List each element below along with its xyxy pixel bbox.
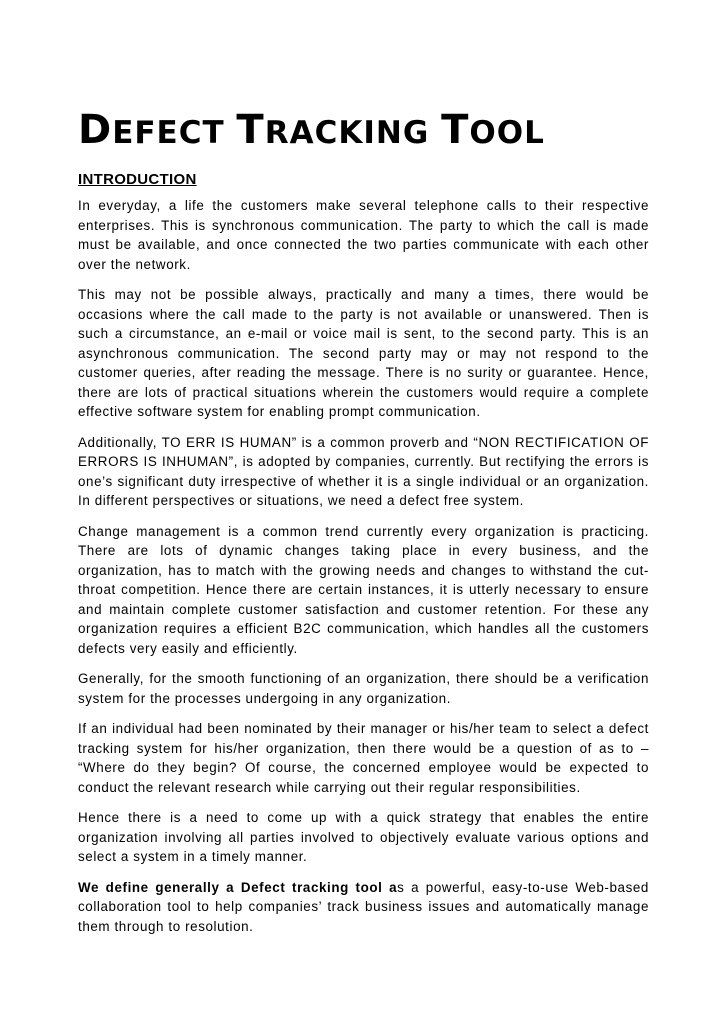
title-initial-1: D xyxy=(78,107,113,153)
paragraph-3: Additionally, TO ERR IS HUMAN” is a common proverb and “NON RECTIFICATION OF ERRORS IS INHUMAN”, is adopted by companies, currently. But rectifying the errors is one’s significant duty irrespective of whether it is a single individual or an organization. In different perspectives or situations, we need a defect free system. xyxy=(78,434,649,508)
paragraph-4: Change management is a common trend currently every organization is practicing. There are lots of dynamic changes taking place in every business, and the organization, has to match with the growing needs and changes to withstand the cut-throat competition. Hence there are certain instances, it is utterly necessary to ensure and maintain complete customer satisfaction and customer retention. For these any organization requires a efficient B2C communication, which handles all the customers defects very easily and efficiently. xyxy=(78,523,649,656)
paragraph-8 xyxy=(78,878,649,937)
document-title xyxy=(78,108,649,155)
title-rest-2: RACKING xyxy=(264,115,442,151)
paragraph-5: Generally, for the smooth functioning of an organization, there should be a verification system for the processes undergoing in any organization. xyxy=(78,671,649,706)
paragraph-6: If an individual had been nominated by their manager or his/her team to select a defect tracking system for his/her organization, then there would be a question of as to – “Where do they begin? Of course, the concerned employee would be expected to conduct the relevant research while carrying out their regular responsibilities. xyxy=(78,721,649,795)
definition-bold-lead: We define generally a Defect tracking tool a xyxy=(78,879,398,895)
title-rest-3: OOL xyxy=(469,115,545,151)
document-body xyxy=(78,196,649,947)
definition-rest: s a powerful, easy-to-use Web-based collaboration tool to help companies’ track business issues and automatically manage them through to resolution. xyxy=(78,879,649,934)
paragraph-1: In everyday, a life the customers make several telephone calls to their respective enterprises. This is synchronous communication. The party to which the call is made must be available, and once connected the two parties communicate with each other over the network. xyxy=(78,198,649,272)
title-rest-1: EFECT xyxy=(112,115,237,151)
section-heading: INTRODUCTION xyxy=(78,171,197,188)
paragraph-7: Hence there is a need to come up with a quick strategy that enables the entire organization involving all parties involved to objectively evaluate various options and select a system in a timely manner. xyxy=(78,810,649,864)
paragraph-2: This may not be possible always, practically and many a times, there would be occasions where the call made to the party is not available or unanswered. Then is such a circumstance, an e-mail or voice mail is sent, to the second party. This is an asynchronous communication. The second party may or may not respond to the customer queries, after reading the message. There is no surity or guarantee. Hence, there are lots of practical situations wherein the customers would require a complete effective software system for enabling prompt communication. xyxy=(78,287,649,419)
title-initial-3: T xyxy=(441,107,470,153)
title-initial-2: T xyxy=(236,107,265,153)
